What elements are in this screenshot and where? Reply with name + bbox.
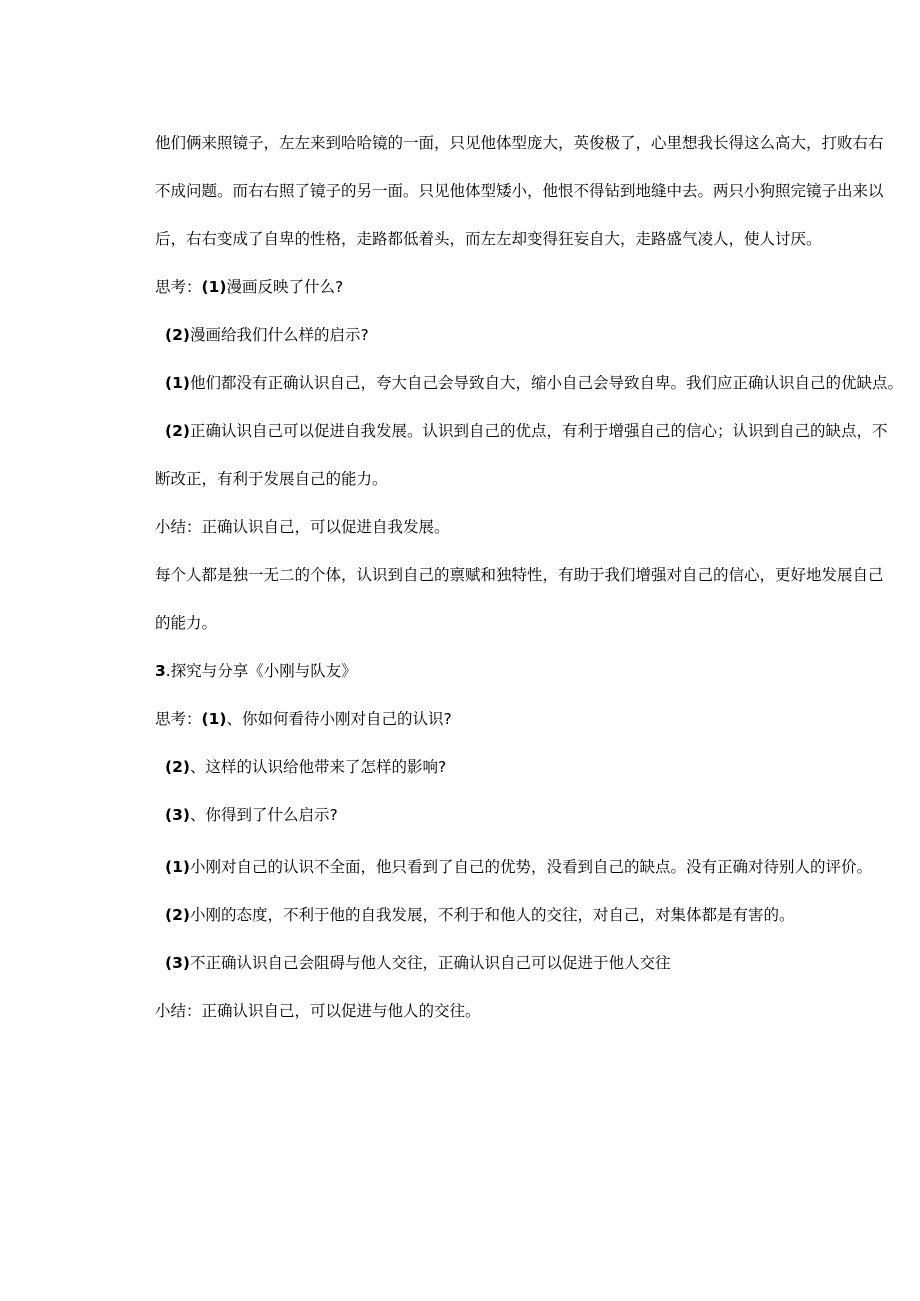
answer-text: 不正确认识自己会阻碍与他人交往，正确认识自己可以促进于他人交往: [189, 954, 671, 972]
answer-1: [165, 368, 905, 398]
summary-1: 小结：正确认识自己，可以促进自我发展。: [155, 518, 450, 536]
think-question-1: [155, 272, 895, 302]
question-number: (2): [165, 758, 190, 776]
question-text: 漫画给我们什么样的启示?: [189, 326, 369, 344]
section-heading: [155, 656, 895, 686]
paragraph-line: 的能力。: [155, 614, 218, 632]
answer-text: 小刚对自己的认识不全面，他只看到了自己的优势，没看到自己的缺点。没有正确对待别人的评价。: [189, 858, 872, 876]
question-number: (2): [165, 326, 190, 344]
paragraph-line: 他们俩来照镜子，左左来到哈哈镜的一面，只见他体型庞大，英俊极了，心里想我长得这么高大，打败右右: [155, 134, 884, 152]
think-question-2: [165, 320, 905, 350]
answer-number: (2): [165, 906, 190, 924]
summary-2: 小结：正确认识自己，可以促进与他人的交往。: [155, 1002, 481, 1020]
answer-text: 小刚的态度，不利于他的自我发展，不利于和他人的交往，对自己，对集体都是有害的。: [189, 906, 795, 924]
question-number: (1): [201, 710, 227, 728]
answer-2: [165, 900, 905, 930]
answer-1: [165, 852, 905, 882]
answer-text: 他们都没有正确认识自己，夸大自己会导致自大，缩小自己会导致自卑。我们应正确认识自己的优缺点。: [189, 374, 903, 392]
think-label: 思考：: [155, 710, 202, 728]
answer-number: (2): [165, 422, 190, 440]
answer-3: [165, 948, 905, 978]
paragraph-line: 后，右右变成了自卑的性格，走路都低着头，而左左却变得狂妄自大，走路盛气凌人，使人讨厌。: [155, 230, 822, 248]
think-question-1: [155, 704, 895, 734]
section-title: .探究与分享《小刚与队友》: [165, 662, 357, 680]
answer-text: 正确认识自己可以促进自我发展。认识到自己的优点，有利于增强自己的信心；认识到自己的缺点，不: [189, 422, 888, 440]
question-number: (1): [201, 278, 227, 296]
question-number: (3): [165, 806, 190, 824]
question-text: 、你得到了什么启示?: [189, 806, 338, 824]
section-number: 3: [155, 662, 166, 680]
question-text: 漫画反映了什么?: [226, 278, 344, 296]
answer-number: (1): [165, 374, 190, 392]
answer-number: (3): [165, 954, 190, 972]
paragraph-line: 不成问题。而右右照了镜子的另一面。只见他体型矮小，他恨不得钻到地缝中去。两只小狗照完镜子出来以: [155, 182, 884, 200]
answer-number: (1): [165, 858, 190, 876]
answer-2: [165, 416, 905, 446]
think-question-3: [165, 800, 905, 830]
paragraph-line: 每个人都是独一无二的个体，认识到自己的禀赋和独特性，有助于我们增强对自己的信心，更好地发展自己: [155, 566, 884, 584]
question-text: 、这样的认识给他带来了怎样的影响?: [189, 758, 447, 776]
think-question-2: [165, 752, 905, 782]
answer-2-continued: 断改正，有利于发展自己的能力。: [155, 470, 388, 488]
question-text: 、你如何看待小刚对自己的认识?: [226, 710, 452, 728]
think-label: 思考：: [155, 278, 202, 296]
